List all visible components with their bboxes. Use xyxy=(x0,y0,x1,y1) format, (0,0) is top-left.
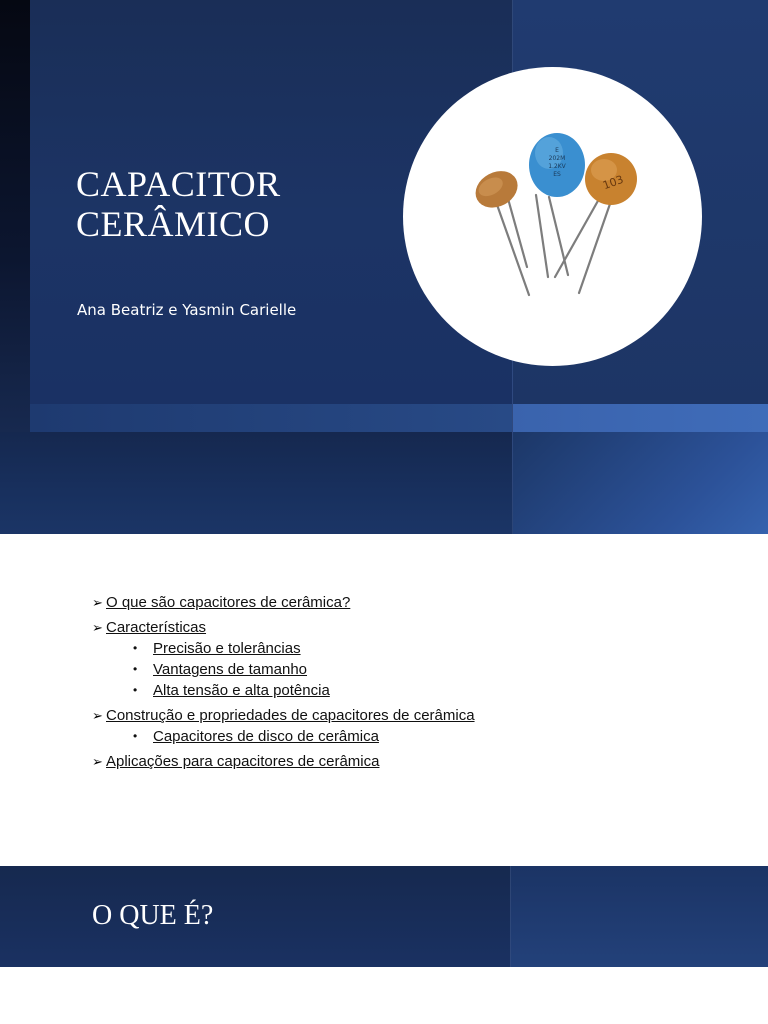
lower-band xyxy=(0,432,512,534)
toc-item xyxy=(92,705,475,747)
section-slide xyxy=(0,866,768,967)
toc-link-characteristics[interactable]: Características xyxy=(106,619,207,636)
bullet-icon: • xyxy=(133,662,138,676)
slide-title-line-2: CERÂMICO xyxy=(76,204,271,244)
toc-link-high-voltage[interactable]: Alta tensão e alta potência xyxy=(153,682,330,699)
tan-capacitor xyxy=(469,164,524,215)
capacitor-marking-103: 103 xyxy=(601,172,626,193)
toc-subitem xyxy=(106,726,475,747)
arrow-bullet-icon: ➢ xyxy=(92,620,103,635)
bullet-icon: • xyxy=(133,729,138,743)
arrow-bullet-icon: ➢ xyxy=(92,754,103,769)
arrow-bullet-icon: ➢ xyxy=(92,595,103,610)
capacitor-photo xyxy=(403,67,702,366)
tan-capacitor-lead xyxy=(507,195,527,267)
blue-capacitor-lead xyxy=(536,195,548,277)
horizontal-band xyxy=(30,404,512,432)
slide-title-line-1: CAPACITOR xyxy=(76,164,281,204)
bullet-icon: • xyxy=(133,641,138,655)
toc-link-disc-capacitors[interactable]: Capacitores de disco de cerâmica xyxy=(153,728,379,745)
toc-sublist xyxy=(106,726,475,747)
orange-capacitor xyxy=(585,153,637,205)
toc-link-precision[interactable]: Precisão e tolerâncias xyxy=(153,640,301,657)
toc-link-applications[interactable]: Aplicações para capacitores de cerâmica xyxy=(106,753,380,770)
table-of-contents xyxy=(92,592,475,776)
capacitor-marking-2: 202M xyxy=(548,155,566,162)
slide-subtitle: Ana Beatriz e Yasmin Carielle xyxy=(77,301,297,319)
toc-item xyxy=(92,617,475,701)
toc-sublist xyxy=(106,638,475,701)
right-panel xyxy=(511,866,768,967)
arrow-bullet-icon: ➢ xyxy=(92,708,103,723)
blue-capacitor-lead xyxy=(549,197,568,275)
capacitor-marking-4: ES xyxy=(553,171,561,178)
toc-subitem xyxy=(106,680,475,701)
orange-capacitor-lead xyxy=(579,201,611,293)
left-dark-strip xyxy=(0,0,30,432)
toc-item xyxy=(92,751,475,772)
toc-link-size-advantages[interactable]: Vantagens de tamanho xyxy=(153,661,308,678)
lower-band-accent xyxy=(513,432,768,534)
horizontal-band-accent xyxy=(513,404,768,432)
toc-subitem xyxy=(106,659,475,680)
toc-link-what-are[interactable]: O que são capacitores de cerâmica? xyxy=(106,594,351,611)
section-heading: O QUE É? xyxy=(92,900,214,931)
orange-capacitor-lead xyxy=(555,199,599,277)
blue-capacitor xyxy=(529,133,585,197)
toc-link-construction[interactable]: Construção e propriedades de capacitores de cerâmica xyxy=(106,707,475,724)
panel-divider xyxy=(510,866,511,967)
toc-subitem xyxy=(106,638,475,659)
toc-item xyxy=(92,592,475,613)
contents-slide xyxy=(0,534,768,866)
capacitor-illustration xyxy=(403,67,702,366)
slide-title xyxy=(76,164,281,244)
capacitor-marking-1: E xyxy=(555,147,559,154)
capacitor-marking-3: 1.2KV xyxy=(548,163,566,170)
bullet-icon: • xyxy=(133,683,138,697)
